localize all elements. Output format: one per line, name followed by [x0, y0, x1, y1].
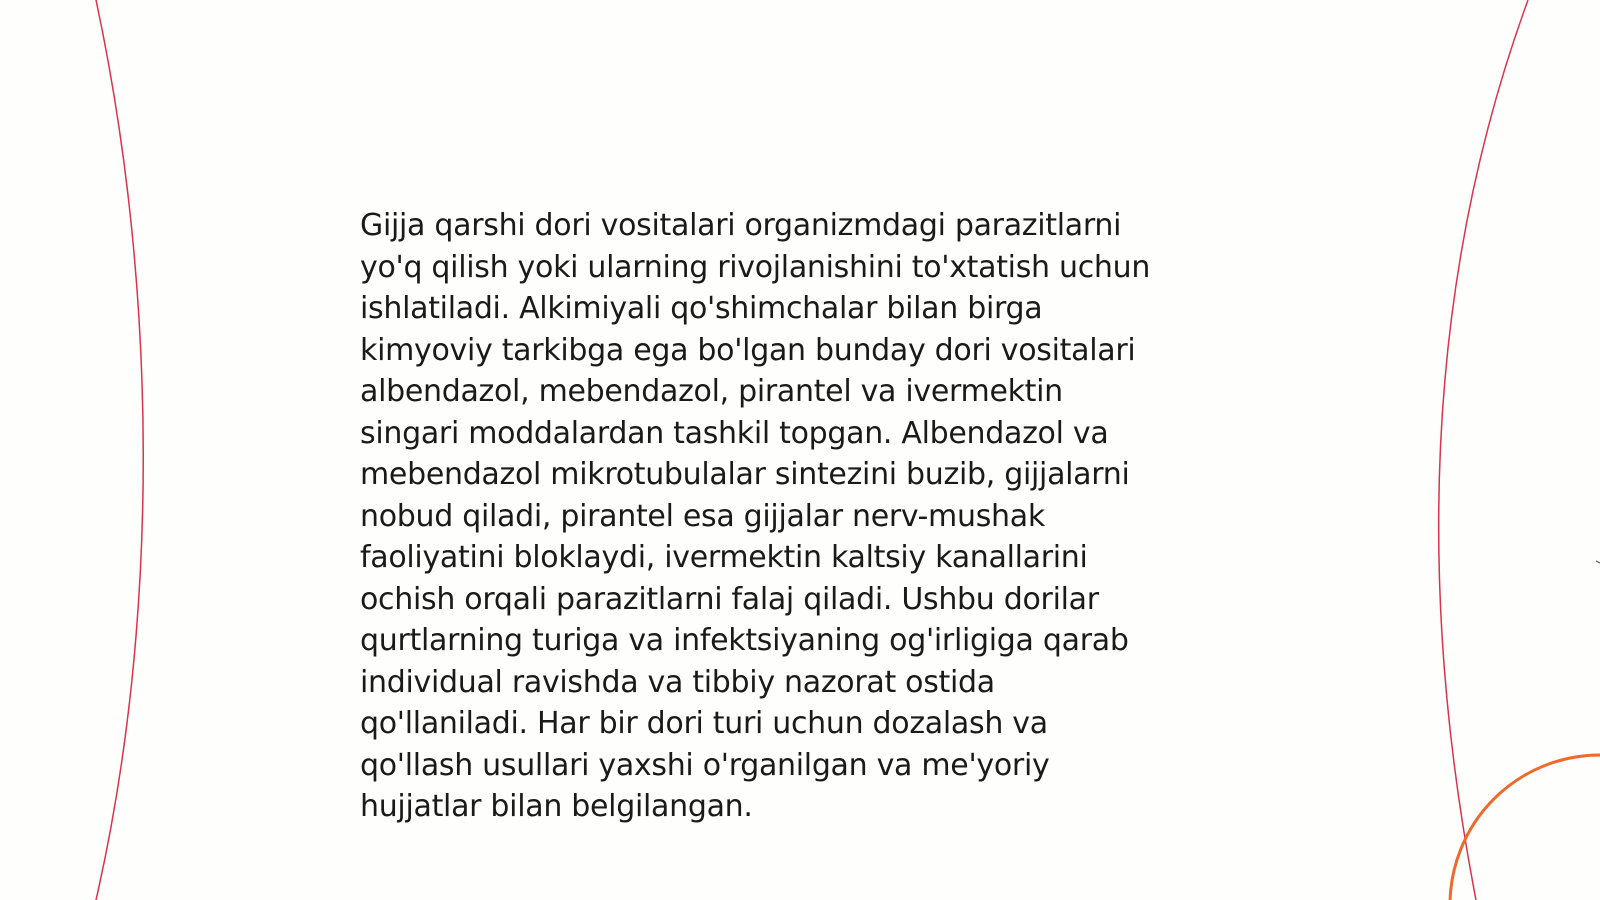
paragraph-line: kimyoviy tarkibga ega bo'lgan bunday dori vositalari	[360, 332, 1136, 368]
right-decorative-arc	[1439, 0, 1528, 900]
left-decorative-arc	[96, 0, 143, 900]
paragraph-line: yo'q qilish yoki ularning rivojlanishini to'xtatish uchun	[360, 249, 1151, 285]
paragraph-line: nobud qiladi, pirantel esa gijjalar nerv-mushak	[360, 498, 1045, 534]
paragraph-line: qo'llaniladi. Har bir dori turi uchun dozalash va	[360, 706, 1048, 741]
paragraph-line: albendazol, mebendazol, pirantel va ivermektin	[360, 374, 1063, 409]
paragraph-line: hujjatlar bilan belgilangan.	[360, 789, 753, 824]
paragraph-line: Gijja qarshi dori vositalari organizmdagi parazitlarni	[360, 208, 1122, 243]
paragraph-line: ochish orqali parazitlarni falaj qiladi. Ushbu dorilar	[360, 581, 1099, 617]
paragraph-line: faoliyatini bloklaydi, ivermektin kaltsiy kanallarini	[360, 540, 1088, 575]
paragraph-line: ishlatiladi. Alkimiyali qo'shimchalar bilan birga	[360, 291, 1043, 326]
main-paragraph	[360, 205, 1240, 828]
right-edge-tick	[1596, 561, 1600, 563]
paragraph-line: singari moddalardan tashkil topgan. Albendazol va	[360, 415, 1109, 451]
paragraph-line: mebendazol mikrotubulalar sintezini buzib, gijjalarni	[360, 457, 1130, 492]
paragraph-line: qurtlarning turiga va infektsiyaning og'irligiga qarab	[360, 623, 1129, 658]
paragraph-line: qo'llash usullari yaxshi o'rganilgan va me'yoriy	[360, 747, 1050, 783]
paragraph-line: individual ravishda va tibbiy nazorat ostida	[360, 664, 995, 700]
